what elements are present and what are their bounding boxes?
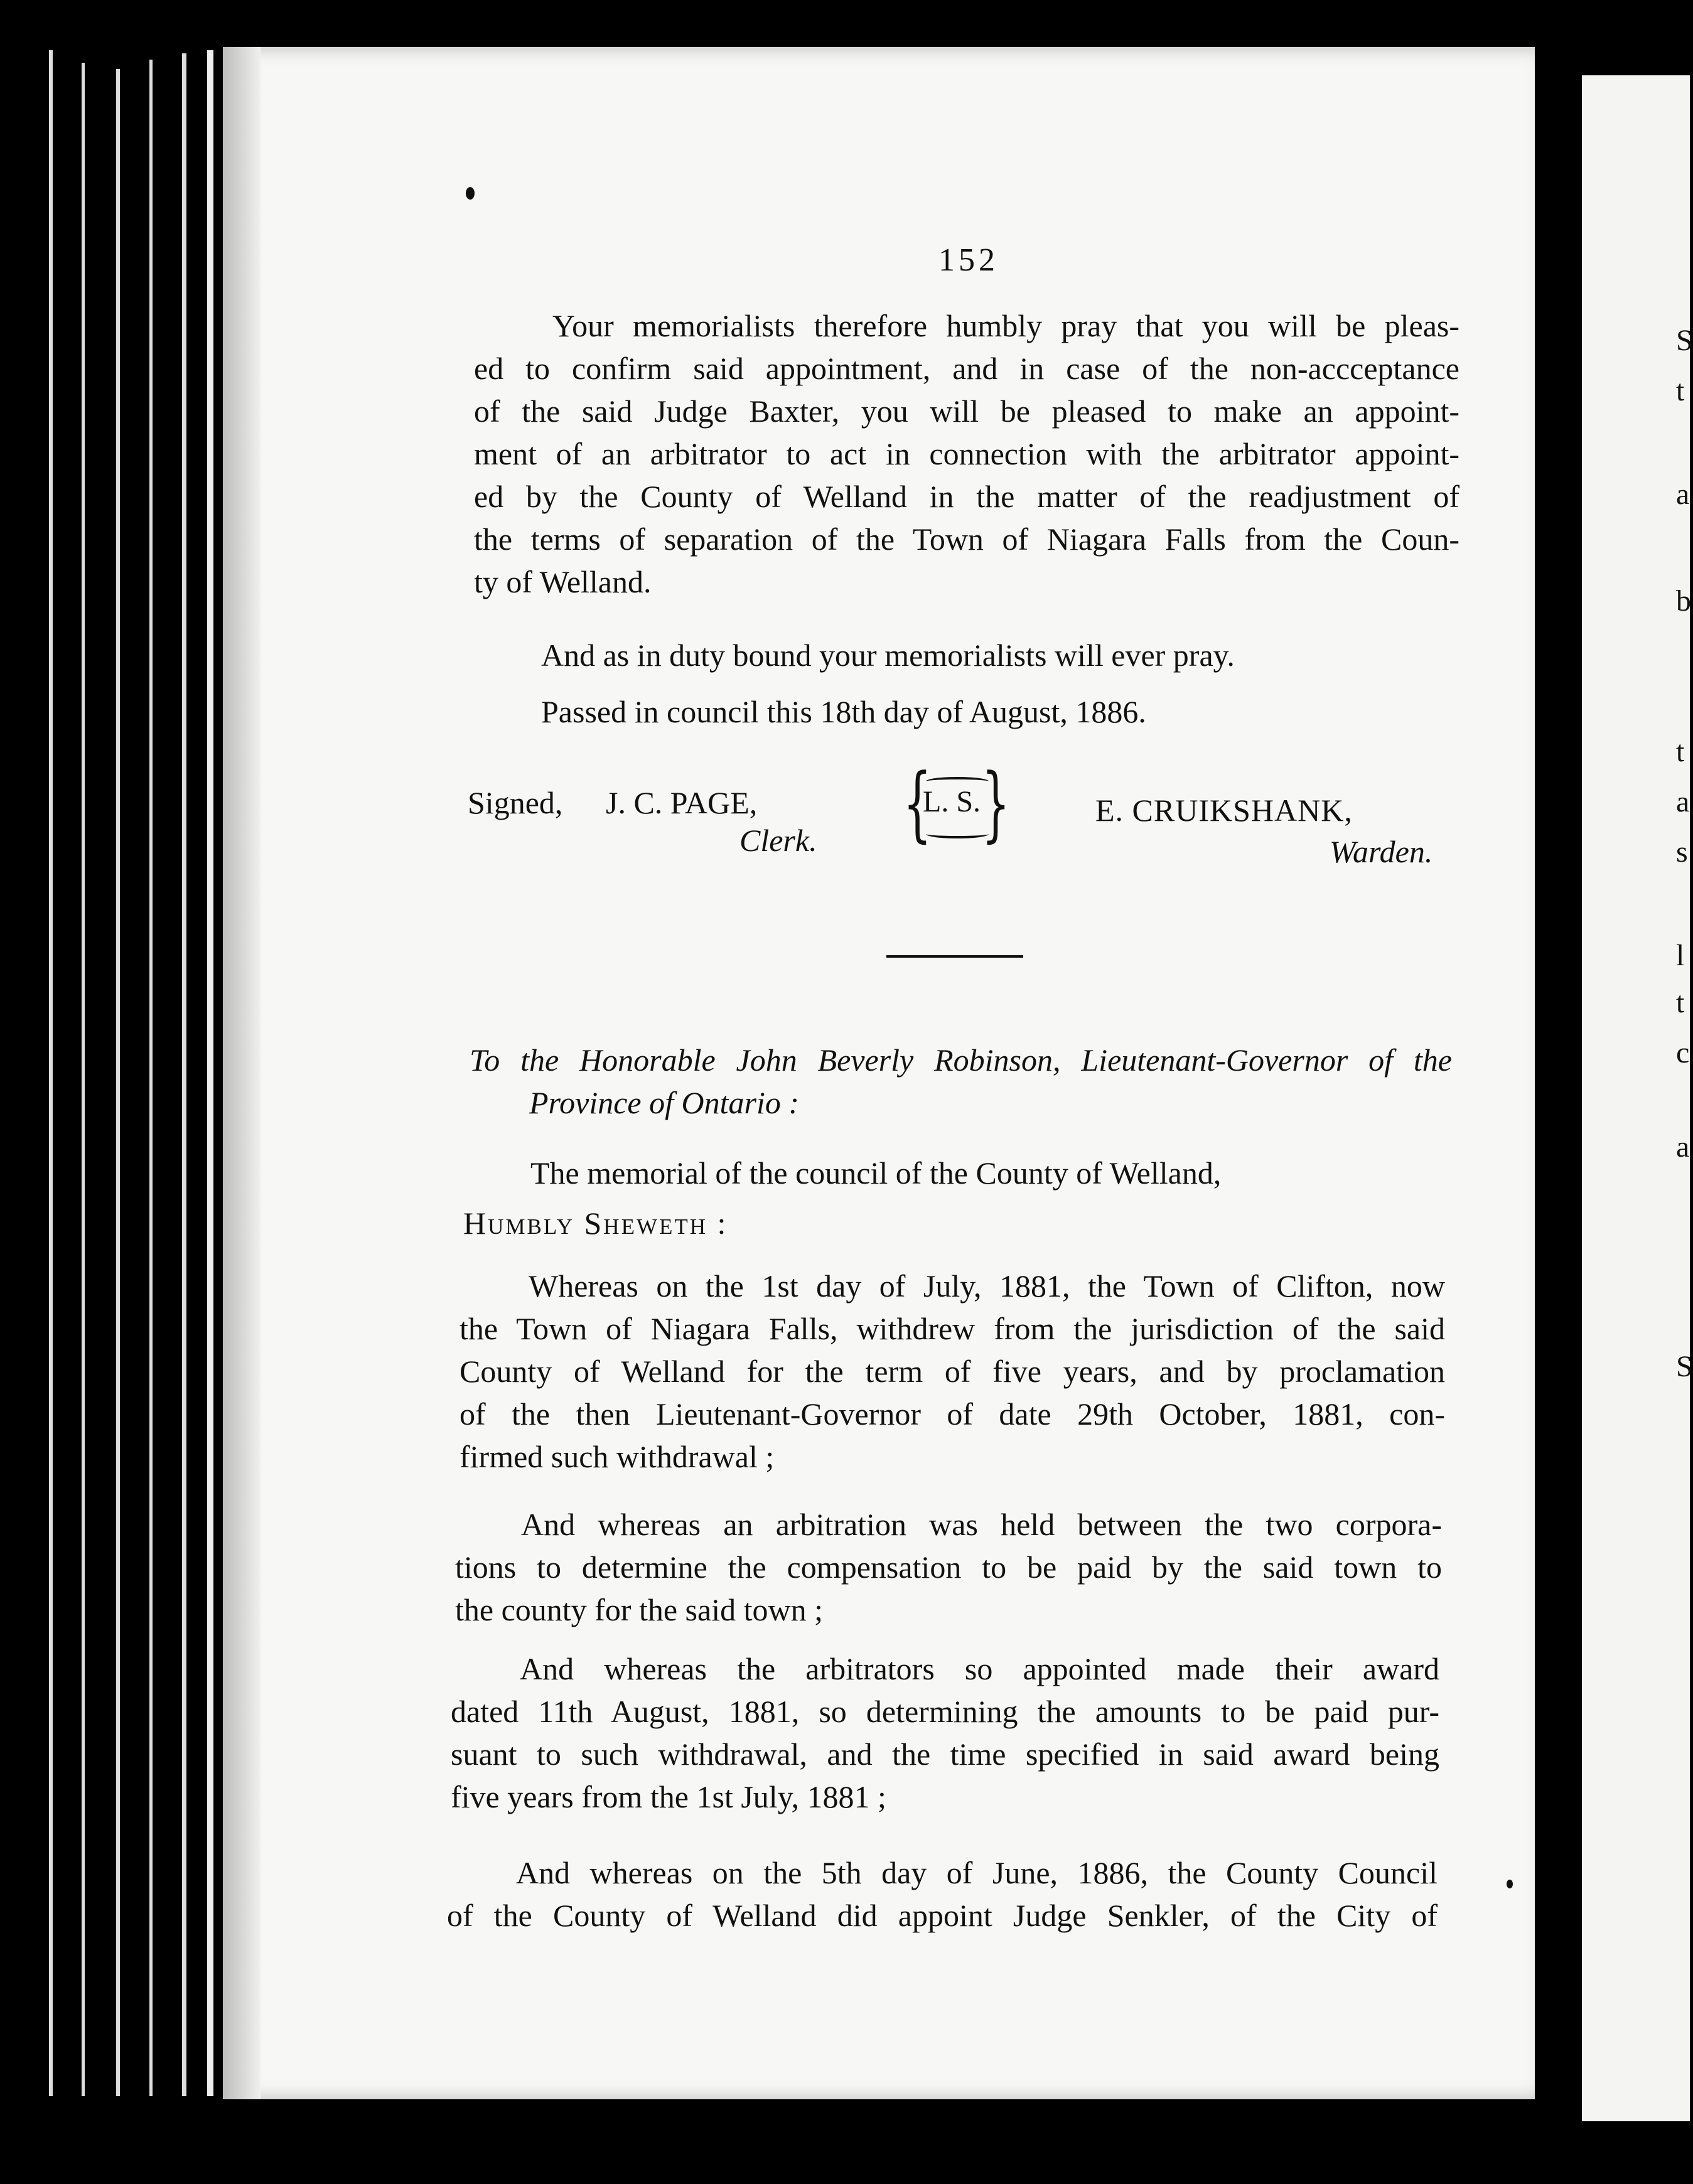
warden-title: Warden. bbox=[1330, 834, 1433, 869]
paragraph-whereas-2 bbox=[455, 1503, 1442, 1631]
text-line: ty of Welland. bbox=[474, 564, 652, 599]
text-line: The memorial of the council of the County of Welland, bbox=[530, 1155, 1222, 1191]
page-gutter-shade bbox=[223, 47, 261, 2099]
left-brace-icon: { bbox=[903, 756, 932, 851]
squiggle-bottom-icon bbox=[926, 830, 989, 838]
warden-name: E. CRUIKSHANK, bbox=[1095, 793, 1353, 828]
facing-fragment: t bbox=[1676, 986, 1685, 1019]
paragraph-passed bbox=[541, 690, 1146, 733]
text-line: suant to such withdrawal, and the time specified in said award being bbox=[451, 1737, 1439, 1772]
facing-fragment: c bbox=[1676, 1036, 1690, 1069]
text-line: five years from the 1st July, 1881 ; bbox=[451, 1779, 886, 1814]
facing-fragment: a bbox=[1676, 1130, 1690, 1164]
text-line: of the County of Welland did appoint Judge Senkler, of the City of bbox=[447, 1898, 1438, 1933]
facing-fragment: s bbox=[1676, 835, 1688, 869]
text-line: of the said Judge Baxter, you will be pleased to make an appoint- bbox=[474, 393, 1459, 429]
text-line: And whereas on the 5th day of June, 1886, the County Council bbox=[516, 1855, 1438, 1890]
text-line: To the Honorable John Beverly Robinson, Lieutenant-Governor of the bbox=[470, 1042, 1452, 1078]
text-line: dated 11th August, 1881, so determining the amounts to be paid pur- bbox=[451, 1694, 1439, 1729]
right-brace-icon: } bbox=[981, 756, 1011, 851]
facing-fragment: t bbox=[1676, 374, 1685, 407]
text-line: And whereas the arbitrators so appointed made their award bbox=[520, 1651, 1439, 1686]
clerk-name: J. C. PAGE, bbox=[606, 785, 758, 820]
facing-fragment: S bbox=[1676, 1350, 1693, 1383]
paragraph-whereas-1 bbox=[460, 1265, 1445, 1478]
text-line: the county for the said town ; bbox=[455, 1592, 823, 1627]
text-line: ed by the County of Welland in the matter of the readjustment of bbox=[474, 479, 1459, 514]
page-number: 152 bbox=[938, 242, 999, 278]
text-line: And whereas an arbitration was held between the two corpora- bbox=[521, 1507, 1442, 1542]
text-line: ed to confirm said appointment, and in case of the non-accceptance bbox=[474, 351, 1459, 386]
clerk-title: Clerk. bbox=[739, 823, 817, 858]
paragraph-duty bbox=[541, 634, 1235, 677]
facing-fragment: b bbox=[1676, 584, 1691, 618]
text-line: Whereas on the 1st day of July, 1881, the Town of Clifton, now bbox=[529, 1268, 1445, 1303]
text-line: County of Welland for the term of five years, and by proclamation bbox=[460, 1354, 1445, 1389]
margin-dot bbox=[466, 187, 475, 200]
seal-mark bbox=[901, 756, 1011, 854]
text-line: tions to determine the compensation to be paid by the said town to bbox=[455, 1550, 1442, 1585]
facing-page-fragment bbox=[1582, 75, 1693, 2121]
text-line: Humbly Sheweth : bbox=[463, 1206, 728, 1241]
section-divider bbox=[886, 955, 1023, 958]
paragraph-petition bbox=[474, 304, 1459, 603]
seal-label: L. S. bbox=[923, 785, 981, 818]
signed-label: Signed, bbox=[468, 785, 563, 820]
text-line: firmed such withdrawal ; bbox=[460, 1439, 775, 1474]
paragraph-whereas-3 bbox=[451, 1647, 1439, 1818]
facing-fragment: a bbox=[1676, 785, 1690, 818]
paragraph-whereas-4 bbox=[447, 1851, 1438, 1937]
facing-fragment: l bbox=[1676, 939, 1685, 972]
margin-dot bbox=[1507, 1880, 1513, 1888]
text-line: Province of Ontario : bbox=[529, 1085, 800, 1120]
text-line: And as in duty bound your memorialists will ever pray. bbox=[541, 638, 1235, 673]
facing-fragment: a bbox=[1676, 478, 1690, 511]
facing-fragment: S bbox=[1676, 324, 1693, 357]
facing-fragment: t bbox=[1676, 735, 1685, 768]
text-line: the terms of separation of the Town of Niagara Falls from the Coun- bbox=[474, 522, 1459, 557]
address-heading bbox=[470, 1039, 1452, 1124]
humbly-sheweth bbox=[463, 1202, 728, 1245]
text-line: ment of an arbitrator to act in connection with the arbitrator appoint- bbox=[474, 436, 1459, 471]
text-line: Passed in council this 18th day of August, 1886. bbox=[541, 694, 1146, 729]
text-line: Your memorialists therefore humbly pray that you will be pleas- bbox=[552, 308, 1459, 343]
text-line: of the then Lieutenant-Governor of date 29th October, 1881, con- bbox=[460, 1396, 1445, 1432]
memorial-intro bbox=[530, 1152, 1221, 1194]
text-line: the Town of Niagara Falls, withdrew from the jurisdiction of the said bbox=[460, 1311, 1445, 1346]
